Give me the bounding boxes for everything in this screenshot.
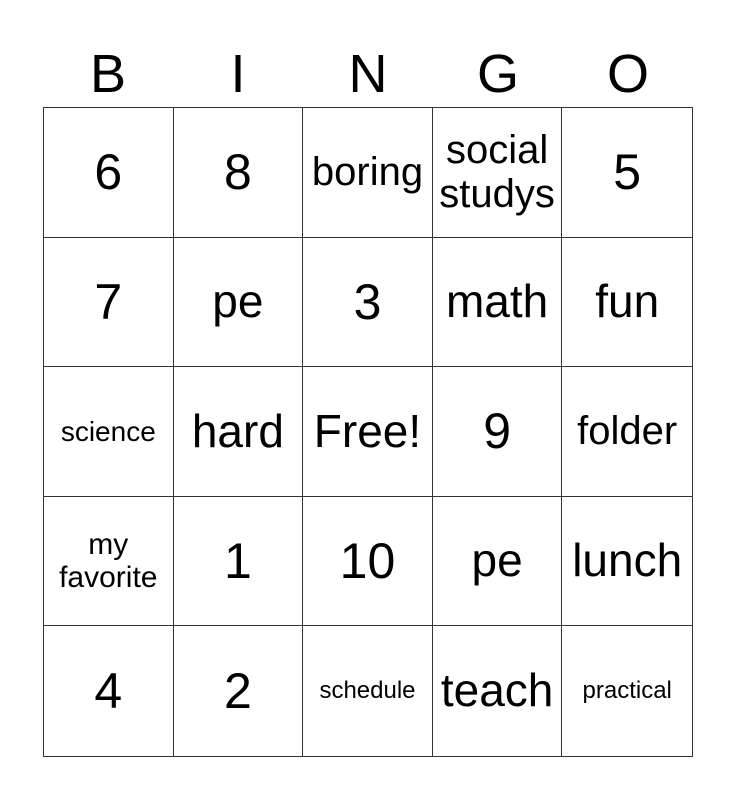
header-letter-o: O <box>606 44 649 104</box>
bingo-cell-text: 1 <box>223 533 252 590</box>
bingo-cell-g-1[interactable] <box>433 108 563 238</box>
bingo-cell-b-2[interactable] <box>44 238 174 368</box>
bingo-cell-text: practical <box>582 676 672 704</box>
bingo-cell-text: pe <box>471 534 523 587</box>
bingo-cell-g-5[interactable] <box>433 626 563 756</box>
header-letter-n: N <box>348 44 388 104</box>
bingo-cell-i-4[interactable] <box>174 497 304 627</box>
bingo-cell-text: boring <box>311 149 424 194</box>
bingo-cell-text: 10 <box>339 533 396 590</box>
bingo-cell-text: fun <box>595 275 660 328</box>
bingo-cell-o-1[interactable] <box>562 108 692 238</box>
bingo-cell-b-3[interactable] <box>44 367 174 497</box>
bingo-cell-text: 3 <box>353 273 382 330</box>
bingo-cell-text: 7 <box>94 273 123 330</box>
bingo-cell-text: pe <box>212 275 264 328</box>
bingo-cell-text: social studys <box>439 127 555 217</box>
bingo-cell-o-3[interactable] <box>562 367 692 497</box>
bingo-cell-text: 9 <box>483 403 511 460</box>
bingo-cell-n-5[interactable] <box>303 626 433 756</box>
bingo-cell-i-1[interactable] <box>174 108 304 238</box>
bingo-cell-g-3[interactable] <box>433 367 563 497</box>
bingo-cell-text: teach <box>440 664 554 717</box>
bingo-cell-text: folder <box>577 409 678 454</box>
bingo-cell-n-2[interactable] <box>303 238 433 368</box>
bingo-cell-b-4[interactable] <box>44 497 174 627</box>
bingo-cell-text: hard <box>191 404 284 457</box>
bingo-cell-i-5[interactable] <box>174 626 304 756</box>
bingo-cell-text: 8 <box>223 144 252 201</box>
header-letter-b: B <box>89 44 127 104</box>
bingo-cell-b-5[interactable] <box>44 626 174 756</box>
bingo-cell-text: lunch <box>572 534 683 587</box>
bingo-cell-b-1[interactable] <box>44 108 174 238</box>
bingo-cell-n-3[interactable] <box>303 367 433 497</box>
bingo-cell-text: 4 <box>94 663 123 720</box>
bingo-cell-n-1[interactable] <box>303 108 433 238</box>
bingo-cell-text: math <box>445 275 549 328</box>
bingo-cell-text: science <box>60 415 156 447</box>
bingo-cell-text: 6 <box>94 144 123 201</box>
bingo-cell-o-5[interactable] <box>562 626 692 756</box>
bingo-cell-g-4[interactable] <box>433 497 563 627</box>
bingo-cell-text: 5 <box>613 144 642 201</box>
bingo-cell-o-2[interactable] <box>562 238 692 368</box>
bingo-cell-g-2[interactable] <box>433 238 563 368</box>
bingo-cell-text: Free! <box>313 404 422 457</box>
header-letter-g: G <box>476 44 519 104</box>
bingo-cell-i-3[interactable] <box>174 367 304 497</box>
bingo-cell-i-2[interactable] <box>174 238 304 368</box>
bingo-cell-o-4[interactable] <box>562 497 692 627</box>
bingo-cell-text: 2 <box>223 663 252 720</box>
bingo-cell-text: schedule <box>319 676 416 704</box>
bingo-board <box>43 107 693 757</box>
header-letter-i: I <box>230 44 246 104</box>
bingo-cell-n-4[interactable] <box>303 497 433 627</box>
bingo-cell-text: my favorite <box>59 527 158 595</box>
bingo-header <box>43 40 693 108</box>
